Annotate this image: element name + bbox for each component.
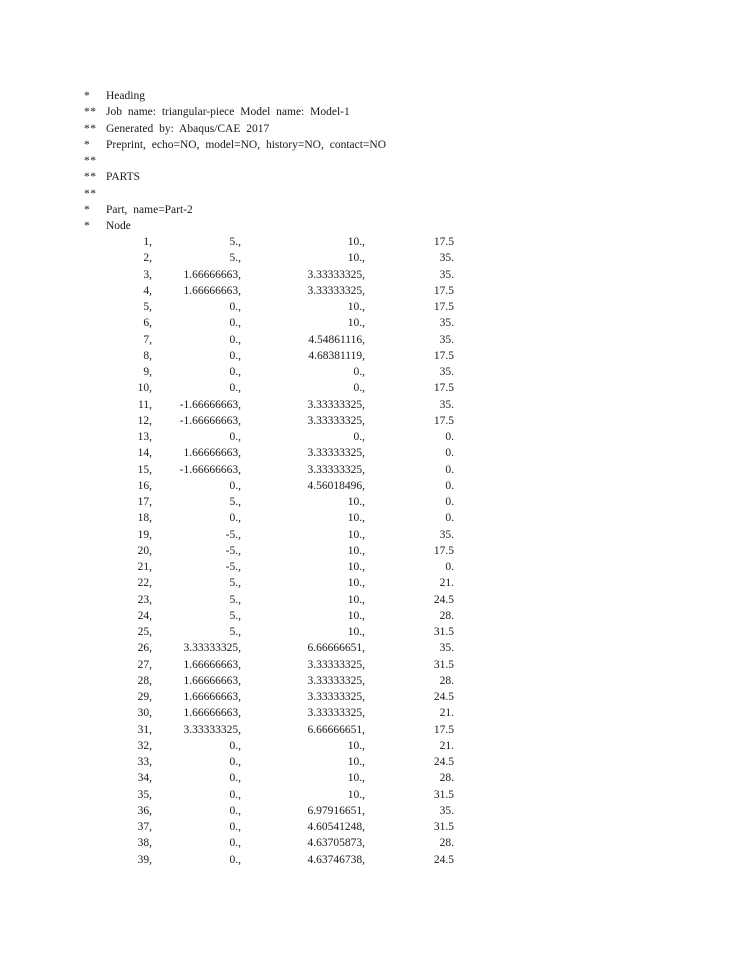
node-z: 35.	[439, 366, 454, 378]
node-id: 25,	[137, 626, 152, 638]
node-z: 35.	[439, 333, 454, 346]
node-x: 5.,	[229, 496, 241, 508]
node-x: 0.,	[229, 788, 241, 801]
node-x: 1.66666663,	[183, 674, 241, 687]
input-file-header	[84, 88, 704, 235]
node-id: 12,	[137, 414, 152, 427]
node-id: 10,	[137, 382, 152, 395]
node-z: 28.	[439, 772, 454, 785]
node-row	[100, 348, 454, 364]
node-x: 0.,	[229, 853, 241, 866]
node-z: 35.	[439, 317, 454, 330]
node-id: 30,	[137, 707, 152, 720]
comment-marker: **	[84, 106, 97, 119]
node-id: 38,	[137, 837, 152, 850]
node-row	[100, 299, 454, 315]
node-id: 39,	[137, 853, 152, 866]
node-z: 0.	[445, 431, 454, 443]
node-y: 10.,	[347, 252, 365, 265]
node-row	[100, 705, 454, 721]
node-row	[100, 852, 454, 868]
node-row	[100, 559, 454, 575]
node-x: 1.66666663,	[183, 284, 241, 297]
keyword-text: Heading	[106, 90, 145, 102]
node-x: -5.,	[225, 561, 241, 573]
node-id: 20,	[137, 544, 152, 557]
node-id: 18,	[137, 512, 152, 525]
keyword-line	[84, 153, 704, 169]
comment-marker: *	[84, 204, 91, 217]
comment-marker: **	[84, 155, 97, 168]
node-row	[100, 397, 454, 413]
node-x: 1.66666663,	[183, 658, 241, 671]
node-x: 3.33333325,	[183, 642, 241, 655]
node-id: 7,	[143, 333, 152, 346]
node-y: 10.,	[347, 236, 365, 248]
node-z: 35.	[439, 642, 454, 655]
node-y: 3.33333325,	[307, 268, 365, 281]
node-row	[100, 234, 454, 250]
node-id: 16,	[137, 479, 152, 492]
node-y: 3.33333325,	[307, 463, 365, 476]
node-z: 24.5	[433, 593, 454, 606]
node-x: 0.,	[229, 512, 241, 525]
node-row	[100, 640, 454, 656]
node-z: 35.	[439, 252, 454, 265]
node-z: 35.	[439, 398, 454, 411]
node-y: 4.60541248,	[307, 821, 365, 833]
node-row	[100, 267, 454, 283]
node-z: 17.5	[433, 349, 454, 362]
node-y: 10.,	[347, 739, 365, 752]
node-x: 1.66666663,	[183, 447, 241, 460]
node-row	[100, 787, 454, 803]
node-y: 0.,	[353, 366, 365, 378]
keyword-text: Job name: triangular-piece Model name: Model-1	[106, 106, 350, 119]
node-x: 1.66666663,	[183, 268, 241, 281]
node-z: 21.	[439, 707, 454, 720]
node-x: 0.,	[229, 837, 241, 850]
node-id: 21,	[137, 561, 152, 573]
node-id: 8,	[143, 349, 152, 362]
node-table	[100, 234, 454, 868]
node-x: 0.,	[229, 301, 241, 313]
node-id: 5,	[143, 301, 152, 313]
node-x: 1.66666663,	[183, 691, 241, 703]
keyword-text: Node	[106, 220, 131, 233]
node-z: 24.5	[433, 853, 454, 866]
node-y: 10.,	[347, 561, 365, 573]
node-z: 0.	[445, 496, 454, 508]
node-id: 14,	[137, 447, 152, 460]
node-y: 0.,	[353, 431, 365, 443]
node-row	[100, 592, 454, 608]
node-y: 10.,	[347, 756, 365, 768]
keyword-line	[84, 137, 704, 153]
node-id: 17,	[137, 496, 152, 508]
node-x: 0.,	[229, 739, 241, 752]
node-id: 24,	[137, 609, 152, 622]
node-row	[100, 478, 454, 494]
node-z: 0.	[445, 463, 454, 476]
node-id: 29,	[137, 691, 152, 703]
keyword-text: Generated by: Abaqus/CAE 2017	[106, 122, 270, 135]
node-z: 21.	[439, 739, 454, 752]
node-row	[100, 364, 454, 380]
node-x: 5.,	[229, 577, 241, 590]
node-row	[100, 770, 454, 786]
node-z: 24.5	[433, 756, 454, 768]
node-y: 3.33333325,	[307, 658, 365, 671]
node-row	[100, 462, 454, 478]
comment-marker: **	[84, 171, 97, 184]
comment-marker: **	[84, 122, 97, 135]
node-y: 4.63746738,	[307, 853, 365, 866]
node-z: 31.5	[433, 788, 454, 801]
node-id: 28,	[137, 674, 152, 687]
node-row	[100, 803, 454, 819]
node-y: 3.33333325,	[307, 707, 365, 720]
node-x: 0.,	[229, 772, 241, 785]
node-y: 4.56018496,	[307, 479, 365, 492]
node-id: 36,	[137, 804, 152, 817]
node-x: 5.,	[229, 252, 241, 265]
node-id: 37,	[137, 821, 152, 833]
node-row	[100, 543, 454, 559]
keyword-line	[84, 121, 704, 137]
keyword-line	[84, 169, 704, 185]
node-y: 10.,	[347, 512, 365, 525]
node-x: 0.,	[229, 366, 241, 378]
node-id: 32,	[137, 739, 152, 752]
node-x: 0.,	[229, 804, 241, 817]
node-z: 31.5	[433, 626, 454, 638]
node-y: 6.97916651,	[307, 804, 365, 817]
node-y: 3.33333325,	[307, 674, 365, 687]
node-y: 3.33333325,	[307, 284, 365, 297]
node-row	[100, 754, 454, 770]
node-y: 10.,	[347, 626, 365, 638]
node-row	[100, 250, 454, 266]
node-z: 0.	[445, 447, 454, 460]
node-z: 24.5	[433, 691, 454, 703]
node-id: 15,	[137, 463, 152, 476]
node-z: 0.	[445, 561, 454, 573]
node-x: 0.,	[229, 756, 241, 768]
node-id: 11,	[138, 398, 152, 411]
node-z: 17.5	[433, 301, 454, 313]
comment-marker: *	[84, 90, 91, 102]
keyword-text: Part, name=Part-2	[106, 204, 193, 217]
node-z: 0.	[445, 479, 454, 492]
node-y: 3.33333325,	[307, 414, 365, 427]
node-y: 10.,	[347, 593, 365, 606]
node-y: 10.,	[347, 317, 365, 330]
node-x: -1.66666663,	[179, 463, 241, 476]
node-row	[100, 332, 454, 348]
keyword-line	[84, 218, 704, 234]
node-y: 10.,	[347, 496, 365, 508]
node-id: 27,	[137, 658, 152, 671]
node-row	[100, 657, 454, 673]
node-y: 4.68381119,	[308, 349, 365, 362]
node-y: 4.54861116,	[308, 333, 365, 346]
node-id: 9,	[143, 366, 152, 378]
node-row	[100, 445, 454, 461]
node-z: 21.	[439, 577, 454, 590]
node-x: -5.,	[225, 544, 241, 557]
node-x: -1.66666663,	[179, 414, 241, 427]
node-row	[100, 510, 454, 526]
node-y: 10.,	[347, 609, 365, 622]
node-row	[100, 380, 454, 396]
comment-marker: *	[84, 220, 91, 233]
node-y: 10.,	[347, 772, 365, 785]
node-z: 28.	[439, 837, 454, 850]
node-id: 6,	[143, 317, 152, 330]
node-y: 0.,	[353, 382, 365, 395]
node-row	[100, 413, 454, 429]
node-x: 0.,	[229, 431, 241, 443]
node-row	[100, 315, 454, 331]
node-z: 31.5	[433, 658, 454, 671]
keyword-line	[84, 202, 704, 218]
node-x: 0.,	[229, 382, 241, 395]
node-x: 1.66666663,	[183, 707, 241, 720]
node-id: 26,	[137, 642, 152, 655]
node-row	[100, 494, 454, 510]
node-y: 3.33333325,	[307, 398, 365, 411]
node-y: 10.,	[347, 544, 365, 557]
keyword-text: PARTS	[106, 171, 141, 184]
node-id: 34,	[137, 772, 152, 785]
node-id: 22,	[137, 577, 152, 590]
node-z: 28.	[439, 674, 454, 687]
node-row	[100, 722, 454, 738]
node-z: 35.	[439, 528, 454, 541]
node-x: 3.33333325,	[183, 723, 241, 736]
node-x: 5.,	[229, 626, 241, 638]
node-y: 3.33333325,	[307, 447, 365, 460]
node-id: 2,	[143, 252, 152, 265]
node-id: 33,	[137, 756, 152, 768]
node-y: 4.63705873,	[307, 837, 365, 850]
node-id: 31,	[137, 723, 152, 736]
node-x: 0.,	[229, 333, 241, 346]
node-x: 5.,	[229, 236, 241, 248]
node-y: 6.66666651,	[307, 723, 365, 736]
node-row	[100, 819, 454, 835]
node-row	[100, 673, 454, 689]
comment-marker: *	[84, 138, 91, 151]
node-z: 17.5	[433, 544, 454, 557]
node-y: 3.33333325,	[307, 691, 365, 703]
node-x: 0.,	[229, 821, 241, 833]
node-x: -1.66666663,	[179, 398, 241, 411]
node-z: 28.	[439, 609, 454, 622]
node-row	[100, 429, 454, 445]
node-y: 10.,	[347, 577, 365, 590]
keyword-line	[84, 186, 704, 202]
node-id: 3,	[143, 268, 152, 281]
node-row	[100, 835, 454, 851]
node-x: 0.,	[229, 479, 241, 492]
keyword-line	[84, 88, 704, 104]
comment-marker: **	[84, 187, 97, 200]
node-id: 23,	[137, 593, 152, 606]
node-x: 0.,	[229, 349, 241, 362]
node-id: 4,	[143, 284, 152, 297]
node-row	[100, 527, 454, 543]
node-row	[100, 624, 454, 640]
node-z: 31.5	[433, 821, 454, 833]
node-z: 17.5	[433, 284, 454, 297]
node-y: 10.,	[347, 528, 365, 541]
node-id: 1,	[143, 236, 152, 248]
node-z: 17.5	[433, 414, 454, 427]
node-y: 10.,	[347, 301, 365, 313]
node-z: 17.5	[433, 723, 454, 736]
node-x: 5.,	[229, 609, 241, 622]
node-row	[100, 283, 454, 299]
node-row	[100, 689, 454, 705]
node-z: 35.	[439, 268, 454, 281]
node-y: 10.,	[347, 788, 365, 801]
node-row	[100, 608, 454, 624]
node-z: 17.5	[433, 236, 454, 248]
node-row	[100, 575, 454, 591]
node-id: 35,	[137, 788, 152, 801]
keyword-text: Preprint, echo=NO, model=NO, history=NO, contact=NO	[106, 138, 387, 151]
node-x: -5.,	[225, 528, 241, 541]
node-x: 0.,	[229, 317, 241, 330]
node-row	[100, 738, 454, 754]
node-x: 5.,	[229, 593, 241, 606]
node-id: 13,	[137, 431, 152, 443]
node-z: 35.	[439, 804, 454, 817]
keyword-line	[84, 104, 704, 120]
node-z: 0.	[445, 512, 454, 525]
node-id: 19,	[137, 528, 152, 541]
node-z: 17.5	[433, 382, 454, 395]
node-y: 6.66666651,	[307, 642, 365, 655]
